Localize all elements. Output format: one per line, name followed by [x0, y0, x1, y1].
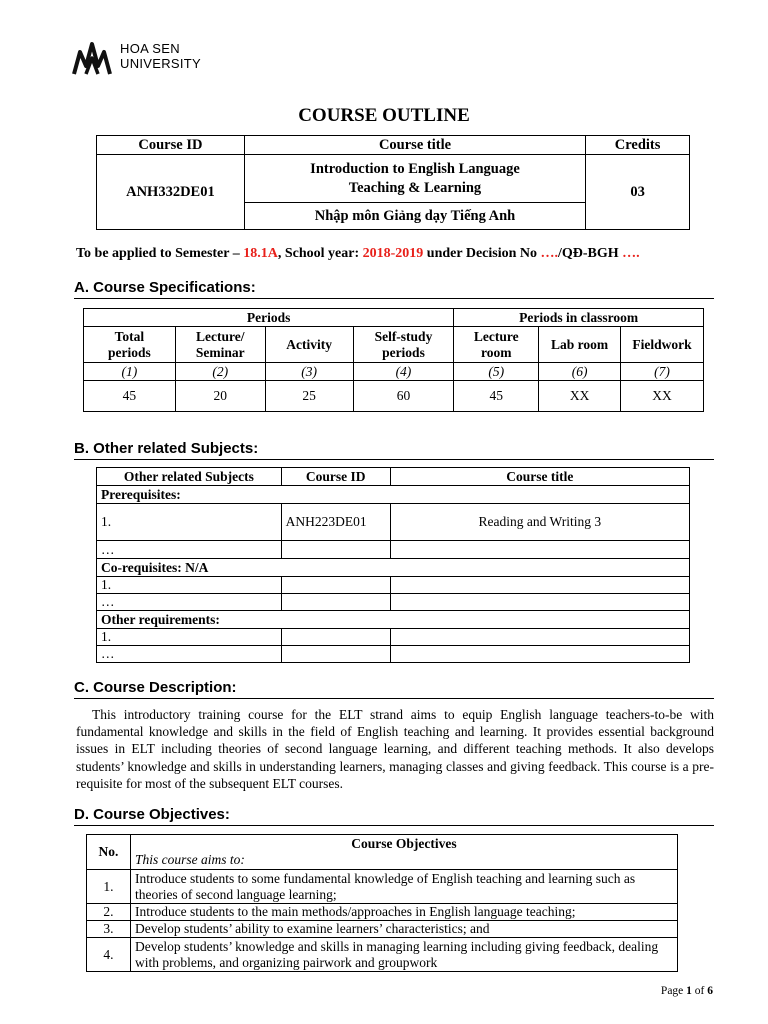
prereq-item: 1.	[97, 504, 282, 541]
other-item: …	[97, 646, 282, 663]
course-title-vi: Nhập môn Giảng dạy Tiếng Anh	[244, 203, 585, 230]
applied-text-3: under Decision No	[423, 246, 541, 261]
applied-semester-line	[76, 246, 640, 262]
page-total: 6	[707, 985, 713, 997]
page-number: 1	[686, 985, 692, 997]
col-selfstudy-l1: Self-study	[374, 328, 433, 344]
course-title-en-line2: Teaching & Learning	[348, 179, 482, 196]
objective-text: Develop students’ ability to examine learners’ characteristics; and	[130, 921, 677, 938]
objective-text: Introduce students to some fundamental knowledge of English teaching and learning such as theories of second language learning;	[130, 870, 677, 904]
spec-value-lectureroom: 45	[454, 381, 539, 412]
related-subjects-table	[96, 467, 690, 663]
prereq-item: …	[97, 541, 282, 559]
table-row	[97, 577, 690, 594]
decision-dots-1: ….	[540, 246, 558, 261]
applied-text-1: To be applied to Semester –	[76, 246, 244, 261]
decision-dots-2: ….	[622, 246, 640, 261]
prerequisites-label: Prerequisites:	[97, 486, 690, 504]
logo-line2: UNIVERSITY	[120, 56, 202, 71]
related-courseid-header: Course ID	[281, 468, 390, 486]
other-course-id	[281, 629, 390, 646]
credits-header: Credits	[586, 136, 690, 155]
page-footer	[661, 985, 713, 997]
applied-text-4: /QĐ-BGH	[558, 246, 623, 261]
objective-no: 1.	[87, 870, 131, 904]
lotus-logo-icon	[72, 36, 116, 76]
periods-group-header: Periods	[84, 309, 454, 327]
page-title: COURSE OUTLINE	[298, 105, 470, 126]
course-id-value: ANH332DE01	[97, 155, 245, 230]
objective-text: Introduce students to the main methods/approaches in English language teaching;	[130, 904, 677, 921]
objective-text: Develop students’ knowledge and skills in managing learning including giving feedback, dealing with problems, and organizing pairwork and groupwork	[130, 938, 677, 972]
other-course-title	[390, 629, 689, 646]
spec-value-selfstudy: 60	[353, 381, 454, 412]
credits-value: 03	[586, 155, 690, 230]
objectives-header-cell	[130, 835, 677, 870]
coreq-item: …	[97, 594, 282, 611]
col-labroom-l1: Lab room	[551, 336, 609, 352]
table-row	[97, 629, 690, 646]
objectives-subheader: This course aims to:	[134, 852, 245, 867]
course-specifications-table	[83, 308, 704, 412]
table-row	[87, 870, 678, 904]
col-lab-room	[539, 327, 621, 363]
course-title-en-line1: Introduction to English Language	[310, 160, 520, 177]
col-total-periods	[84, 327, 176, 363]
school-year-value: 2018-2019	[362, 246, 424, 261]
prereq-course-title: Reading and Writing 3	[390, 504, 689, 541]
course-info-table	[96, 135, 690, 230]
objectives-header: Course Objectives	[351, 836, 457, 851]
spec-num-2: (2)	[175, 363, 265, 381]
section-a-heading: A. Course Specifications:	[74, 279, 714, 299]
spec-num-4: (4)	[353, 363, 454, 381]
table-row	[87, 921, 678, 938]
spec-num-6: (6)	[539, 363, 621, 381]
table-row	[97, 646, 690, 663]
section-b-heading: B. Other related Subjects:	[74, 440, 714, 460]
objective-no: 3.	[87, 921, 131, 938]
course-objectives-table	[86, 834, 678, 972]
coreq-course-title	[390, 577, 689, 594]
logo-text	[120, 41, 201, 71]
table-row	[87, 938, 678, 972]
col-total-l1: Total	[114, 328, 145, 344]
logo-line1: HOA SEN	[120, 41, 180, 56]
coreq-course-title	[390, 594, 689, 611]
col-lecture-room	[454, 327, 539, 363]
of-word: of	[691, 985, 708, 997]
spec-num-1: (1)	[84, 363, 176, 381]
col-selfstudy-l2: periods	[382, 344, 425, 360]
section-c-heading: C. Course Description:	[74, 679, 714, 699]
table-row	[97, 541, 690, 559]
objective-no: 2.	[87, 904, 131, 921]
semester-value: 18.1A	[243, 246, 278, 261]
prereq-course-id	[281, 541, 390, 559]
course-id-header: Course ID	[97, 136, 245, 155]
spec-num-3: (3)	[265, 363, 353, 381]
course-title-en	[244, 155, 585, 203]
col-activity-l1: Activity	[286, 336, 332, 352]
col-lecture-seminar	[175, 327, 265, 363]
col-fieldwork-l1: Fieldwork	[632, 336, 692, 352]
spec-value-total: 45	[84, 381, 176, 412]
course-title-header: Course title	[244, 136, 585, 155]
other-requirements-label: Other requirements:	[97, 611, 690, 629]
coreq-course-id	[281, 594, 390, 611]
university-logo	[72, 36, 201, 76]
col-lecture-l1: Lecture/	[196, 328, 245, 344]
col-fieldwork	[621, 327, 704, 363]
related-title-header: Course title	[390, 468, 689, 486]
table-row	[97, 594, 690, 611]
spec-value-fieldwork: XX	[621, 381, 704, 412]
other-course-title	[390, 646, 689, 663]
col-lecture-l2: Seminar	[195, 344, 245, 360]
spec-num-7: (7)	[621, 363, 704, 381]
corequisites-label: Co-requisites: N/A	[97, 559, 690, 577]
objectives-no-header: No.	[87, 835, 131, 870]
objective-no: 4.	[87, 938, 131, 972]
page-word: Page	[660, 985, 687, 997]
course-description: This introductory training course for the ELT strand aims to equip English language teachers-to-be with fundamental knowledge and skills in the field of English teaching and learning. It provides essential background issues in ELT including theories of second language learning, and different teaching methods. It also develops students’ knowledge and skills in understanding learners, managing classes and giving feedback. This course is a pre-requisite for most of the subsequent ELT courses.	[76, 707, 714, 791]
col-total-l2: periods	[108, 344, 151, 360]
col-lectureroom-l2: room	[481, 344, 512, 360]
coreq-course-id	[281, 577, 390, 594]
table-row	[87, 904, 678, 921]
col-lectureroom-l1: Lecture	[473, 328, 519, 344]
spec-num-5: (5)	[454, 363, 539, 381]
section-d-heading: D. Course Objectives:	[74, 806, 714, 826]
classroom-group-header: Periods in classroom	[454, 309, 704, 327]
table-row	[97, 504, 690, 541]
coreq-item: 1.	[97, 577, 282, 594]
spec-value-labroom: XX	[539, 381, 621, 412]
col-activity	[265, 327, 353, 363]
spec-value-activity: 25	[265, 381, 353, 412]
related-subject-header: Other related Subjects	[97, 468, 282, 486]
other-course-id	[281, 646, 390, 663]
prereq-course-title	[390, 541, 689, 559]
other-item: 1.	[97, 629, 282, 646]
applied-text-2: , School year:	[277, 246, 363, 261]
col-self-study	[353, 327, 454, 363]
spec-value-lecture: 20	[175, 381, 265, 412]
prereq-course-id: ANH223DE01	[281, 504, 390, 541]
